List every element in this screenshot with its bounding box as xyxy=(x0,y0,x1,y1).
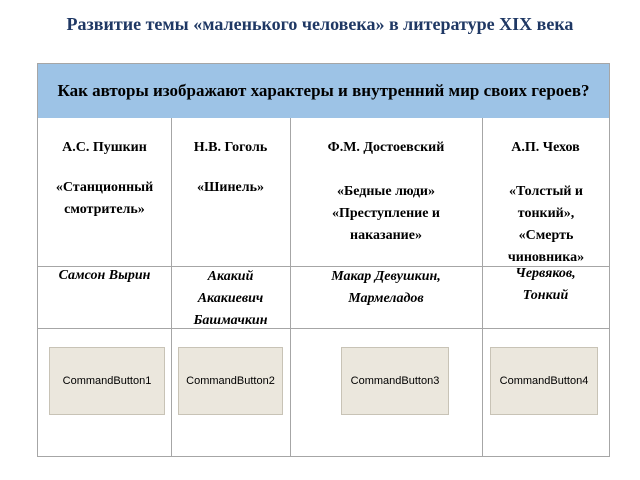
author-chekhov: А.П. Чехов xyxy=(511,140,580,155)
work-chekhov: «Толстый и тонкий», «Смерть чиновника» xyxy=(507,184,585,265)
column-divider xyxy=(290,118,291,456)
authors-table xyxy=(37,63,610,457)
hero-dostoevsky: Макар Девушкин, Мармеладов xyxy=(331,269,441,306)
author-pushkin: А.С. Пушкин xyxy=(62,140,147,155)
hero-gogol: Акакий Акакиевич Башмачкин xyxy=(193,269,268,328)
work-gogol: «Шинель» xyxy=(197,180,264,195)
hero-pushkin: Самсон Вырин xyxy=(58,268,151,283)
command-button-4[interactable]: CommandButton4 xyxy=(490,347,598,415)
row-divider xyxy=(38,328,609,329)
work-dostoevsky: «Бедные люди» «Преступление и наказание» xyxy=(331,184,440,243)
author-dostoevsky: Ф.М. Достоевский xyxy=(327,140,445,155)
column-divider xyxy=(482,118,483,456)
command-button-3[interactable]: CommandButton3 xyxy=(341,347,449,415)
work-pushkin: «Станционный смотритель» xyxy=(55,180,154,217)
author-gogol: Н.В. Гоголь xyxy=(193,140,268,155)
hero-chekhov: Червяков, Тонкий xyxy=(515,266,576,303)
command-button-1[interactable]: CommandButton1 xyxy=(49,347,165,415)
command-button-2[interactable]: CommandButton2 xyxy=(178,347,283,415)
table-header: Как авторы изображают характеры и внутренний мир своих героев? xyxy=(38,64,609,118)
column-divider xyxy=(171,118,172,456)
page-title: Развитие темы «маленького человека» в литературе XIX века xyxy=(66,14,574,34)
